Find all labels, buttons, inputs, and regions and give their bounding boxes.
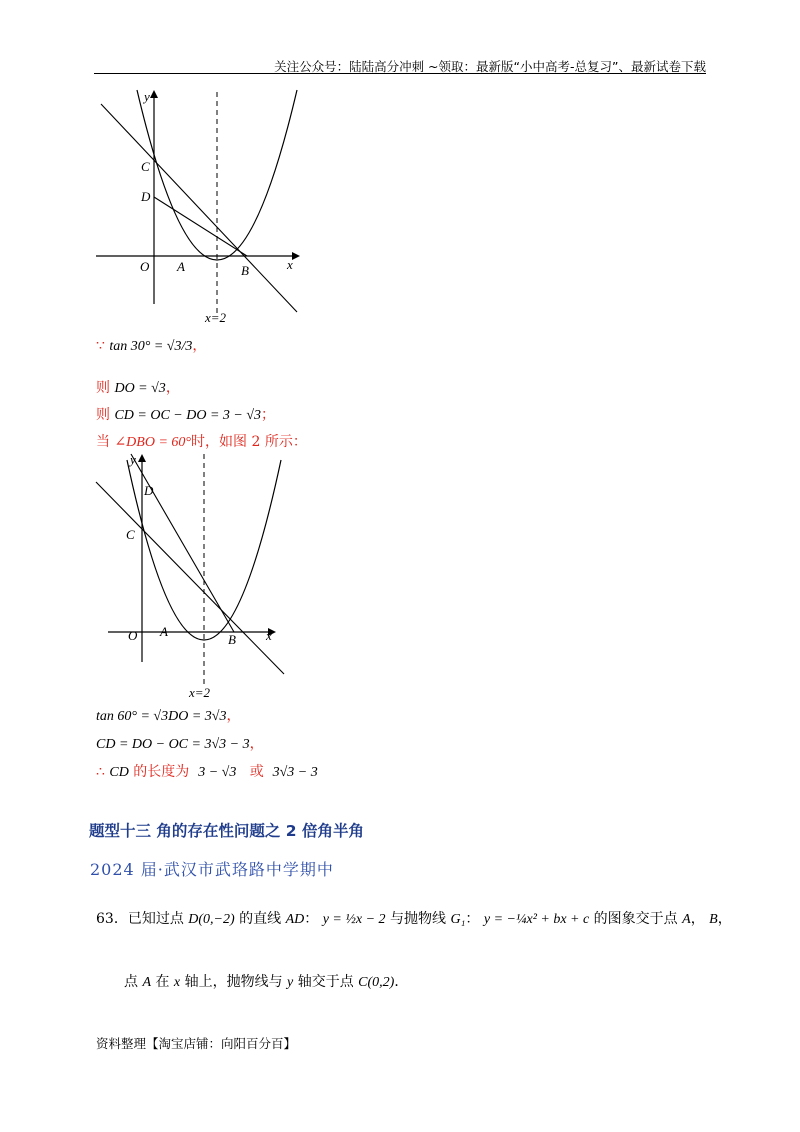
solution-line-1: ∵ tan 30° = √3/3， [96,338,207,354]
line-db [131,454,234,632]
line-cb [96,482,284,674]
label-d: D [144,483,154,498]
y-axis-arrow [150,90,158,98]
label-c: C [126,527,135,542]
label-a: A [177,259,185,274]
solution-line-6: CD = DO − OC = 3√3 − 3， [96,736,264,752]
question-line-2: 点 A 在 x 轴上，抛物线与 y 轴交于点 C(0,2)． [124,974,409,990]
label-b: B [241,263,249,278]
page-header: 关注公众号：陆陆高分冲刺 ~领取：最新版“小中高考-总复习”、最新试卷下载 [274,59,706,74]
question-source: 2024 届·武汉市武珞路中学期中 [90,860,334,879]
label-x: x [287,257,293,272]
label-axis: x=2 [189,685,211,700]
section-title: 题型十三 角的存在性问题之 2 倍角半角 [89,822,364,840]
solution-line-5: tan 60° = √3DO = 3√3， [96,708,241,724]
label-x: x [266,628,272,643]
label-o: O [140,259,150,274]
label-o: O [128,628,138,643]
figure-1 [94,86,314,326]
solution-line-3: 则 CD = OC − DO = 3 − √3； [96,407,276,423]
figure-2 [94,452,314,702]
line-cb [101,104,297,312]
label-y: y [130,452,136,467]
line-db [154,197,247,256]
header-rule [94,73,706,74]
x-axis-arrow [292,252,300,260]
label-c: C [141,159,150,174]
label-y: y [144,89,150,104]
label-b: B [228,632,236,647]
solution-line-4: 当 ∠DBO = 60°时，如图 2 所示： [96,434,307,450]
solution-line-7: ∴ CD 的长度为 3 − √3 或 3√3 − 3 [96,764,318,780]
question-line-1: 63．已知过点 D(0,−2) 的直线 AD： y = ½x − 2 与抛物线 G₁： y = −¼x² + bx + c 的图象交于点 A， B， [96,911,732,927]
label-d: D [141,189,151,204]
page-footer: 资料整理【淘宝店铺：向阳百分百】 [96,1036,297,1051]
solution-line-2: 则 DO = √3， [96,380,180,396]
y-axis-arrow [138,454,146,462]
label-axis: x=2 [205,310,227,325]
label-a: A [160,624,168,639]
